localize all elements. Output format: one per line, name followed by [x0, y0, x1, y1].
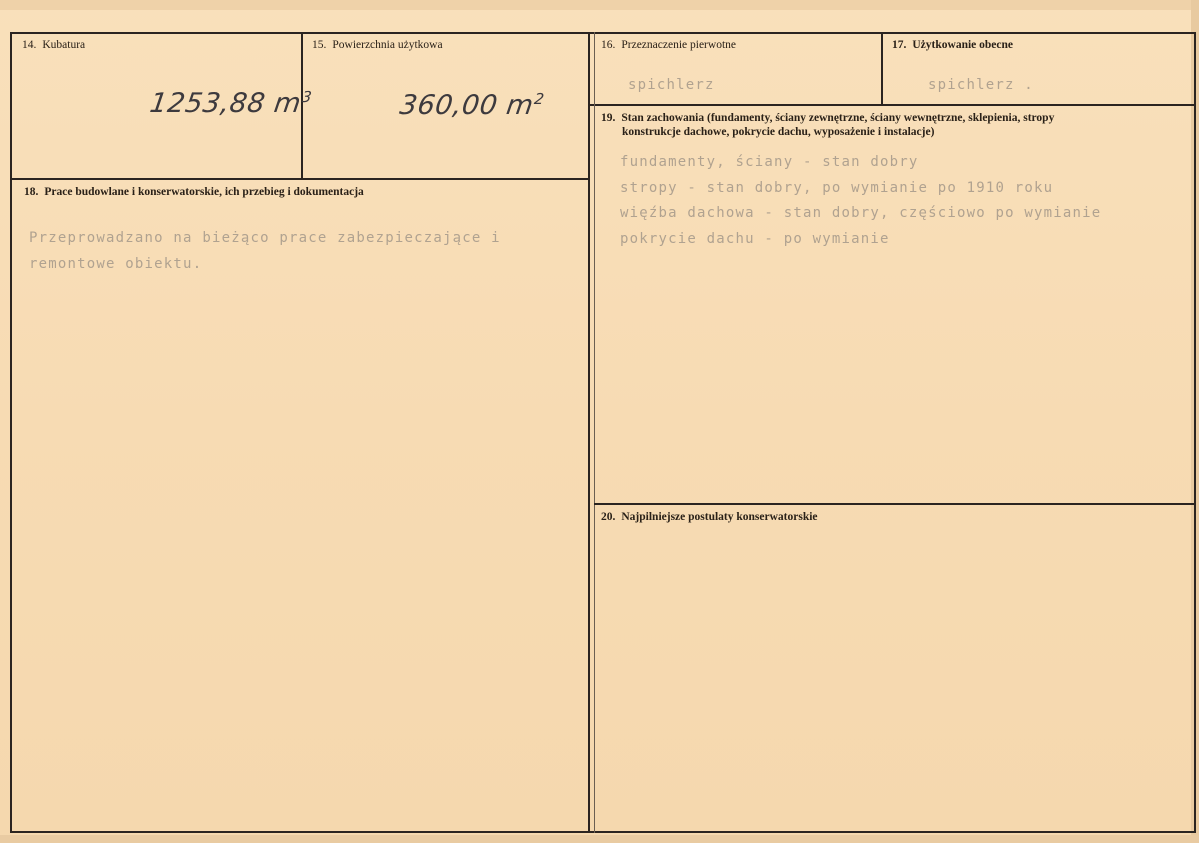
grid-center-divider — [588, 32, 590, 833]
field-18-title: Prace budowlane i konserwatorskie, ich przebieg i dokumentacja — [44, 186, 364, 198]
field-18-label — [24, 185, 364, 199]
field-15-title: Powierzchnia użytkowa — [332, 39, 443, 51]
field-19-label — [601, 111, 1054, 125]
field-16-title: Przeznaczenie pierwotne — [621, 39, 736, 51]
field-19-line-4: pokrycie dachu - po wymianie — [620, 231, 890, 247]
field-17-value: spichlerz . — [928, 77, 1034, 93]
field-19-title-line-1: Stan zachowania (fundamenty, ściany zewnętrzne, ściany wewnętrzne, sklepienia, stropy — [621, 112, 1055, 124]
field-18-line-2: remontowe obiektu. — [29, 256, 203, 272]
field-14-value — [148, 88, 313, 119]
grid-line-under-14-15 — [10, 178, 590, 180]
field-17-number: 17. — [892, 39, 907, 51]
grid-bottom-line — [10, 831, 1196, 833]
grid-inner-divider — [594, 32, 595, 833]
card-edge-bottom — [0, 835, 1199, 843]
field-14-title: Kubatura — [42, 39, 86, 51]
field-19-line-1: fundamenty, ściany - stan dobry — [620, 154, 919, 170]
field-18-number: 18. — [24, 186, 39, 198]
field-14-label — [22, 38, 85, 52]
grid-divider-16-17 — [881, 32, 883, 104]
field-19-number: 19. — [601, 112, 616, 124]
field-19-title-line-2: konstrukcje dachowe, pokrycie dachu, wyposażenie i instalacje) — [622, 126, 935, 138]
grid-line-under-16-17 — [590, 104, 1196, 106]
powierzchnia-exponent: 2 — [533, 90, 546, 108]
field-16-value: spichlerz — [628, 77, 715, 93]
field-19-line-2: stropy - stan dobry, po wymianie po 1910 roku — [620, 180, 1054, 196]
grid-left-line — [10, 32, 12, 833]
field-19-line-3: więźba dachowa - stan dobry, częściowo po wymianie — [620, 205, 1102, 221]
card-edge-top — [0, 0, 1199, 10]
field-17-title: Użytkowanie obecne — [912, 39, 1013, 51]
grid-line-above-20 — [594, 503, 1196, 505]
grid-right-line — [1194, 32, 1196, 833]
field-20-title: Najpilniejsze postulaty konserwatorskie — [621, 511, 818, 523]
kubatura-value: 1253,88 m — [147, 88, 304, 119]
powierzchnia-value: 360,00 m — [397, 90, 536, 121]
field-15-number: 15. — [312, 39, 327, 51]
field-16-number: 16. — [601, 39, 616, 51]
field-14-number: 14. — [22, 39, 37, 51]
field-16-label — [601, 38, 736, 52]
kubatura-exponent: 3 — [300, 88, 314, 106]
field-15-value — [398, 90, 546, 121]
field-20-number: 20. — [601, 511, 616, 523]
field-20-label — [601, 510, 818, 524]
field-15-label — [312, 38, 443, 52]
field-18-line-1: Przeprowadzano na bieżąco prace zabezpieczające i — [29, 230, 501, 246]
grid-top-line — [10, 32, 1196, 34]
field-17-label — [892, 38, 1013, 52]
